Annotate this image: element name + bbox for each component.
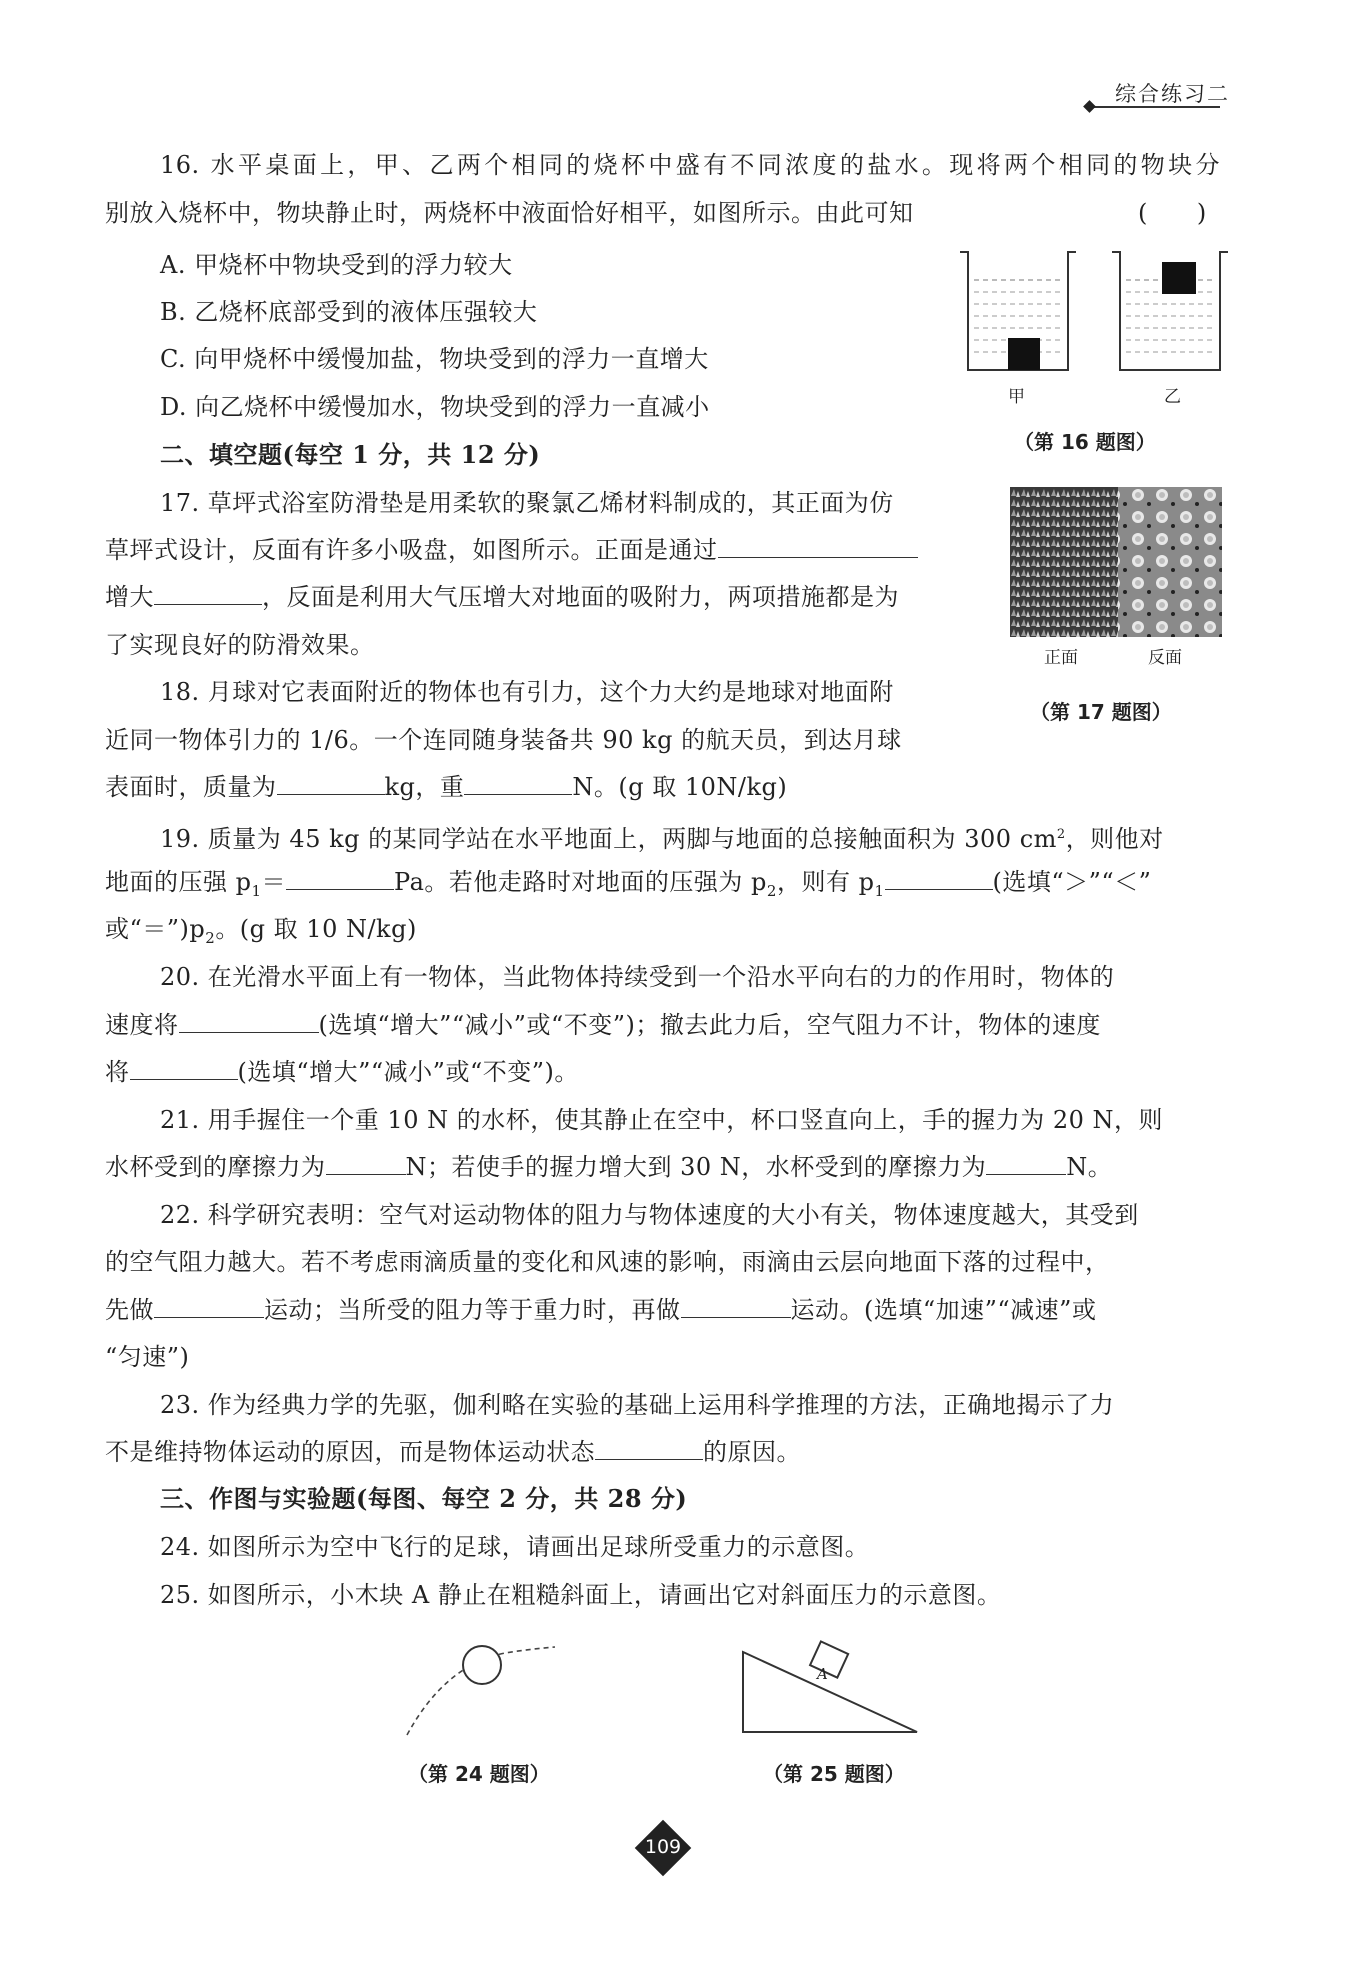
q19-line2: 地面的压强 $p_1= Pa$。若他走路时对地面的压强为 $p_2$，则有 $p_1$ (选填“＞”“＜” [105,868,1152,900]
q17-label-front: 正面 [1044,648,1078,668]
q25-incline-figure [735,1640,925,1740]
q22-line4: “匀速”) [105,1343,190,1371]
q16-option-d: D. 向乙烧杯中缓慢加水，物块受到的浮力一直减小 [160,393,710,421]
q25-text: 25. 如图所示，小木块 A 静止在粗糙斜面上，请画出它对斜面压力的示意图。 [160,1581,1002,1609]
q22-line3: 先做 运动；当所受的阻力等于重力时，再做 运动。(选填“加速”“减速”或 [105,1296,1097,1324]
football-ball [463,1646,501,1684]
wood-block-a [810,1641,848,1677]
block-jia [1008,338,1040,370]
q17-blank-1 [718,535,918,558]
q17-line4: 了实现良好的防滑效果。 [105,631,375,659]
q17-figure-caption: （第 17 题图） [1030,700,1172,724]
q17-mat-photo [1010,487,1222,637]
q16-option-a: A. 甲烧杯中物块受到的浮力较大 [160,251,513,279]
q25-block-label: A [817,1665,828,1683]
q18-line2: 近同一物体引力的 1/6。一个连同随身装备共 90 kg 的航天员，到达月球 [105,726,902,754]
q22-blank-1 [154,1295,264,1318]
q16-beakers-figure [950,240,1230,380]
q16-label-jia: 甲 [1008,387,1025,407]
q21-blank-1 [326,1152,406,1175]
q24-figure-caption: （第 24 题图） [408,1762,550,1786]
section3-title: 三、作图与实验题(每图、每空 2 分，共 28 分) [160,1484,688,1513]
q16-label-yi: 乙 [1164,387,1181,407]
q16-option-c: C. 向甲烧杯中缓慢加盐，物块受到的浮力一直增大 [160,345,709,373]
q16-line1: 16. 水平桌面上，甲、乙两个相同的烧杯中盛有不同浓度的盐水。现将两个相同的物块分 [160,151,1220,179]
q22-line1: 22. 科学研究表明：空气对运动物体的阻力与物体速度的大小有关，物体速度越大，其受到 [160,1201,1139,1229]
q16-answer-bracket: ( ) [1138,199,1207,227]
q20-line1: 20. 在光滑水平面上有一物体，当此物体持续受到一个沿水平向右的力的作用时，物体的 [160,963,1115,991]
mat-back-image [1118,487,1222,637]
q18-line3: 表面时，质量为 kg，重 N。(g 取 10N/kg) [105,773,788,801]
beaker-yi [1112,252,1228,370]
q18-blank-1 [277,772,385,795]
section-header: 综合练习二 [1115,82,1230,106]
q17-line2: 草坪式设计，反面有许多小吸盘，如图所示。正面是通过 [105,535,918,565]
q21-line1: 21. 用手握住一个重 10 N 的水杯，使其静止在空中，杯口竖直向上，手的握力为 20 N，则 [160,1106,1164,1134]
header-rule [1090,106,1220,108]
block-yi [1162,262,1196,294]
q16-option-b: B. 乙烧杯底部受到的液体压强较大 [160,298,538,326]
q25-figure-caption: （第 25 题图） [763,1762,905,1786]
q20-line2: 速度将 (选填“增大”“减小”或“不变”)；撤去此力后，空气阻力不计，物体的速度 [105,1011,1101,1039]
mat-front-image [1010,487,1118,637]
q17-line3: 增大 ，反面是利用大气压增大对地面的吸附力，两项措施都是为 [105,583,899,611]
section2-title: 二、填空题(每空 1 分，共 12 分) [160,440,541,469]
q19-blank-1 [286,867,394,890]
q17-line1: 17. 草坪式浴室防滑垫是用柔软的聚氯乙烯材料制成的，其正面为仿 [160,489,894,517]
beaker-jia [960,252,1076,370]
q24-football-figure [395,1635,565,1745]
q19-blank-2 [885,867,993,890]
q16-figure-caption: （第 16 题图） [1014,430,1156,454]
q18-line1: 18. 月球对它表面附近的物体也有引力，这个力大约是地球对地面附 [160,678,894,706]
q21-blank-2 [986,1152,1066,1175]
q18-blank-2 [464,772,572,795]
q22-blank-2 [681,1295,791,1318]
q20-line3: 将 (选填“增大”“减小”或“不变”)。 [105,1058,579,1086]
q23-blank-1 [595,1437,703,1460]
q23-line2: 不是维持物体运动的原因，而是物体运动状态 的原因。 [105,1438,801,1466]
q16-line2: 别放入烧杯中，物块静止时，两烧杯中液面恰好相平，如图所示。由此可知 [105,199,914,227]
q20-blank-1 [179,1010,319,1033]
q21-line2: 水杯受到的摩擦力为 N；若使手的握力增大到 30 N，水杯受到的摩擦力为 N。 [105,1153,1113,1181]
q20-blank-2 [130,1057,238,1080]
q19-line3: 或“$=”)p_2$。(g 取 10 N/kg) [105,915,417,947]
q19-line1: 19. 质量为 45 kg 的某同学站在水平地面上，两脚与地面的总接触面积为 300 $cm^2$，则他对 [160,825,1164,853]
page-number: 109 [644,1836,682,1858]
q23-line1: 23. 作为经典力学的先驱，伽利略在实验的基础上运用科学推理的方法，正确地揭示了力 [160,1391,1115,1419]
q17-label-back: 反面 [1148,648,1182,668]
header-diamond-icon [1083,100,1096,113]
q17-blank-2 [154,582,262,605]
q22-line2: 的空气阻力越大。若不考虑雨滴质量的变化和风速的影响，雨滴由云层向地面下落的过程中， [105,1248,1110,1276]
q24-text: 24. 如图所示为空中飞行的足球，请画出足球所受重力的示意图。 [160,1533,870,1561]
